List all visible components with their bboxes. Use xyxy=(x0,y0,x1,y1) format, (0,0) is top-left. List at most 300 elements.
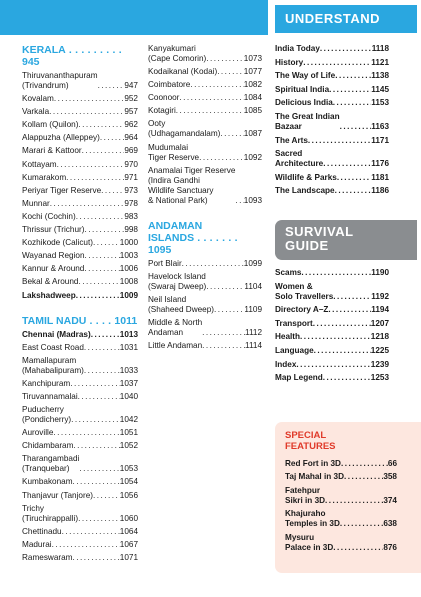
toc-entry-page: 1060 xyxy=(119,513,138,523)
toc-entry-page: 1093 xyxy=(243,195,262,205)
dot-leader xyxy=(323,373,371,383)
dot-leader xyxy=(66,173,124,183)
andaman-heading[interactable]: ANDAMAN ISLANDS . . . . . . . 1095 xyxy=(148,220,262,256)
toc-entry-title: Chettinadu xyxy=(22,526,62,536)
toc-entry[interactable] xyxy=(22,504,138,524)
special-features-box xyxy=(275,422,421,573)
toc-entry-title: Kumarakom xyxy=(22,172,67,182)
dot-leader xyxy=(49,107,124,117)
toc-entry[interactable] xyxy=(22,186,138,196)
toc-entry[interactable] xyxy=(275,360,389,370)
toc-entry-title: Marari & Kattoor xyxy=(22,146,82,156)
dot-leader xyxy=(314,346,371,356)
dot-leader xyxy=(301,268,371,278)
toc-entry-title: Kovalam xyxy=(22,94,54,104)
dot-leader xyxy=(235,196,243,206)
dot-leader xyxy=(84,366,120,376)
dot-leader xyxy=(182,259,244,269)
toc-entry-title: The Way of Life xyxy=(275,71,336,81)
toc-entry[interactable] xyxy=(148,67,262,77)
toc-entry[interactable] xyxy=(275,85,389,95)
toc-entry[interactable] xyxy=(275,112,389,132)
toc-entry-page: 1153 xyxy=(371,98,389,108)
dot-leader xyxy=(202,341,245,351)
dot-leader xyxy=(340,122,372,132)
toc-entry-page: 358 xyxy=(383,472,397,482)
toc-entry-page: 947 xyxy=(124,81,138,90)
toc-entry-page: 998 xyxy=(124,225,138,235)
toc-entry[interactable] xyxy=(22,146,138,156)
toc-entry-title: Mysuru Palace in 3D xyxy=(285,532,334,552)
dot-leader xyxy=(62,527,120,537)
toc-entry[interactable] xyxy=(22,264,138,274)
toc-entry-title: East Coast Road xyxy=(22,342,84,352)
toc-entry-title: Kumbakonam xyxy=(22,477,73,487)
toc-entry-title: Trichy (Tiruchirappalli) xyxy=(22,503,79,523)
dot-leader xyxy=(323,159,371,169)
toc-entry[interactable] xyxy=(285,486,397,506)
toc-entry-page: 1040 xyxy=(119,391,138,401)
toc-entry[interactable] xyxy=(285,533,397,553)
toc-entry[interactable] xyxy=(148,80,262,90)
kerala-heading[interactable]: KERALA . . . . . . . . . 945 xyxy=(22,44,122,68)
dot-leader xyxy=(52,540,120,550)
toc-entry-page: 952 xyxy=(124,94,138,104)
dot-leader xyxy=(76,212,125,222)
toc-entry-title: Madurai xyxy=(22,539,52,549)
toc-entry-page: 970 xyxy=(124,159,138,169)
toc-entry[interactable] xyxy=(148,106,262,116)
toc-entry-title: The Arts xyxy=(275,135,308,145)
toc-entry[interactable] xyxy=(22,225,138,235)
toc-entry[interactable] xyxy=(22,94,138,104)
toc-entry-page: 1145 xyxy=(371,84,389,94)
andaman-heading-page: 1095 xyxy=(148,243,172,256)
dot-leader xyxy=(73,441,119,451)
tamil-nadu-continued-list xyxy=(148,44,262,206)
dot-leader xyxy=(53,428,119,438)
dot-leader xyxy=(101,186,124,196)
toc-entry-page: 1207 xyxy=(370,318,389,328)
tamil-nadu-heading-page: 1011 xyxy=(114,314,138,327)
toc-entry-title: Puducherry (Pondicherry) xyxy=(22,405,72,425)
toc-entry-title: Women & Solo Travellers xyxy=(275,281,334,301)
dot-leader xyxy=(176,106,244,116)
toc-entry-page: 1092 xyxy=(243,152,262,162)
column-middle xyxy=(148,44,262,354)
toc-entry-page: 1225 xyxy=(370,345,389,355)
dot-leader xyxy=(190,80,243,90)
column-left xyxy=(22,44,138,566)
toc-entry-page: 1031 xyxy=(119,342,138,352)
special-features-title: SPECIAL FEATURES xyxy=(285,430,336,452)
toc-entry-title: Lakshadweep xyxy=(22,290,76,300)
toc-entry[interactable] xyxy=(22,491,138,501)
toc-entry-page: 1013 xyxy=(119,329,138,339)
toc-entry-title: Bekal & Around xyxy=(22,277,79,287)
survival-tab-line2: GUIDE xyxy=(285,238,329,253)
toc-entry-title: Spiritual India xyxy=(275,84,330,94)
toc-entry-page: 1051 xyxy=(119,428,138,438)
toc-entry-title: The Great Indian Bazaar xyxy=(275,111,340,131)
dot-leader xyxy=(91,330,120,340)
toc-entry[interactable] xyxy=(148,166,262,206)
toc-entry-title: Chennai (Madras) xyxy=(22,329,91,339)
understand-tab xyxy=(275,5,417,33)
dot-leader xyxy=(335,71,371,81)
understand-column xyxy=(275,44,389,200)
understand-tab-label: UNDERSTAND xyxy=(285,11,381,26)
toc-entry-title: Anamalai Tiger Reserve (Indira Gandhi Wildlife Sanctuary & National Park) xyxy=(148,165,236,205)
toc-entry[interactable] xyxy=(275,71,389,81)
dot-leader xyxy=(93,238,120,248)
toc-entry-page: 1064 xyxy=(119,526,138,536)
dot-leader xyxy=(206,54,244,64)
toc-entry[interactable] xyxy=(275,332,389,342)
toc-entry-page: 1085 xyxy=(243,106,262,116)
toc-entry-page: 638 xyxy=(383,519,397,529)
toc-entry-title: Varkala xyxy=(22,107,50,117)
toc-entry-page: 1109 xyxy=(244,304,262,314)
toc-entry-title: Mamallapuram (Mahabalipuram) xyxy=(22,355,84,375)
dot-leader xyxy=(308,136,371,146)
toc-entry-page: 1054 xyxy=(119,477,138,487)
toc-entry-title: Kottayam xyxy=(22,159,57,169)
toc-entry-title: Directory A–Z xyxy=(275,305,329,315)
toc-entry-title: Periyar Tiger Reserve xyxy=(22,185,102,195)
special-features-list xyxy=(285,459,421,553)
toc-entry-page: 1190 xyxy=(371,268,389,277)
toc-entry-page: 1121 xyxy=(371,57,389,67)
dot-leader xyxy=(325,496,383,506)
toc-entry-page: 971 xyxy=(124,172,138,182)
toc-entry-title: Kollam (Quilon) xyxy=(22,120,79,130)
toc-entry[interactable] xyxy=(275,282,389,302)
toc-entry-page: 1186 xyxy=(371,186,389,196)
dot-leader xyxy=(340,519,383,529)
dot-leader xyxy=(333,543,383,553)
toc-entry-title: Khajuraho Temples in 3D xyxy=(285,509,340,529)
toc-entry[interactable] xyxy=(275,58,389,68)
dot-leader xyxy=(85,251,120,261)
toc-entry[interactable] xyxy=(275,268,389,278)
toc-entry-page: 1099 xyxy=(243,258,262,268)
tamil-nadu-heading-label: TAMIL NADU xyxy=(22,314,87,327)
toc-entry-page: 1112 xyxy=(245,328,262,338)
toc-entry-page: 1138 xyxy=(371,71,389,81)
toc-entry-page: 964 xyxy=(124,133,138,143)
toc-entry-page: 1009 xyxy=(119,290,138,300)
dot-leader xyxy=(54,94,124,104)
toc-entry[interactable] xyxy=(22,133,138,143)
dot-leader xyxy=(57,160,125,170)
toc-entry[interactable] xyxy=(275,373,389,383)
toc-entry-title: Map Legend xyxy=(275,373,323,383)
dot-leader xyxy=(329,85,371,95)
toc-entry-page: 973 xyxy=(124,185,138,195)
toc-entry[interactable] xyxy=(22,441,138,451)
dot-leader xyxy=(73,553,120,563)
toc-entry[interactable] xyxy=(22,120,138,130)
toc-entry[interactable] xyxy=(22,71,138,91)
dot-leader xyxy=(214,305,244,315)
toc-entry-title: Sacred Architecture xyxy=(275,149,324,169)
toc-entry-page: 1082 xyxy=(243,80,262,90)
toc-entry-page: 969 xyxy=(124,146,138,156)
toc-entry-title: Chidambaram xyxy=(22,441,74,451)
dot-leader xyxy=(303,58,371,68)
toc-entry-title: Kanyakumari (Cape Comorin) xyxy=(148,44,207,63)
toc-entry-page: 66 xyxy=(387,459,397,468)
toc-entry[interactable] xyxy=(22,553,138,563)
andaman-heading-line1: ANDAMAN xyxy=(148,219,203,232)
andaman-heading-line2: ISLANDS xyxy=(148,231,195,244)
toc-entry-title: Wayanad Region xyxy=(22,251,85,261)
toc-entry[interactable] xyxy=(275,149,389,169)
toc-entry-page: 1071 xyxy=(119,552,138,562)
toc-entry-title: History xyxy=(275,57,304,67)
toc-entry-page: 1118 xyxy=(371,44,389,53)
dot-leader xyxy=(341,459,388,469)
andaman-list xyxy=(148,259,262,351)
toc-entry[interactable] xyxy=(22,212,138,222)
toc-entry[interactable] xyxy=(148,295,262,315)
toc-entry-page: 1033 xyxy=(119,365,138,375)
toc-entry-title: Kodaikanal (Kodai) xyxy=(148,67,218,77)
toc-entry[interactable] xyxy=(275,319,389,329)
toc-entry[interactable] xyxy=(22,199,138,209)
toc-entry[interactable] xyxy=(22,330,138,340)
dot-leader xyxy=(337,173,371,183)
toc-entry-page: 1239 xyxy=(370,359,389,369)
dot-leader xyxy=(320,44,372,54)
tamil-nadu-heading[interactable]: TAMIL NADU . . . . 1011 xyxy=(22,314,138,327)
dot-leader xyxy=(78,277,119,287)
toc-entry[interactable] xyxy=(285,509,397,529)
toc-entry-title: Tharangambadi (Tranquebar) xyxy=(22,454,80,474)
toc-entry-title: Transport xyxy=(275,318,313,328)
toc-entry[interactable] xyxy=(285,459,397,469)
dot-leader xyxy=(333,98,371,108)
dot-leader xyxy=(98,81,125,91)
survival-tab-line1: SURVIVAL xyxy=(285,224,354,239)
top-accent-strip xyxy=(0,0,268,35)
toc-entry-page: 1171 xyxy=(371,135,389,145)
toc-entry-page: 1114 xyxy=(245,341,262,351)
survival-column xyxy=(275,268,389,387)
toc-entry-title: Thrissur (Trichur) xyxy=(22,225,85,235)
dot-leader xyxy=(220,129,243,139)
toc-entry-page: 1176 xyxy=(371,159,389,169)
dot-leader xyxy=(78,120,124,130)
toc-entry-page: 374 xyxy=(383,495,397,505)
dot-leader xyxy=(78,392,120,402)
toc-entry-title: Kotagiri xyxy=(148,106,176,116)
toc-entry-title: Kanchipuram xyxy=(22,378,71,388)
dot-leader xyxy=(328,305,371,315)
toc-entry-page: 1037 xyxy=(119,378,138,388)
toc-entry[interactable] xyxy=(22,251,138,261)
dot-leader xyxy=(50,199,125,209)
toc-entry-page: 978 xyxy=(124,198,138,208)
dot-leader xyxy=(202,328,245,338)
toc-entry-title: Taj Mahal in 3D xyxy=(285,472,344,482)
dot-leader xyxy=(217,67,244,77)
toc-entry[interactable] xyxy=(285,472,397,482)
toc-entry-page: 957 xyxy=(124,107,138,117)
toc-entry-page: 1181 xyxy=(371,172,389,182)
toc-entry-page: 1087 xyxy=(243,129,262,139)
toc-entry-title: Index xyxy=(275,359,297,369)
toc-entry-page: 1042 xyxy=(119,415,138,425)
dot-leader xyxy=(84,264,119,274)
toc-entry-page: 1052 xyxy=(119,441,138,451)
dot-leader xyxy=(84,343,120,353)
dot-leader xyxy=(76,291,120,301)
toc-entry-page: 1053 xyxy=(119,464,138,474)
toc-entry[interactable] xyxy=(22,428,138,438)
kerala-heading-page: 945 xyxy=(22,56,40,68)
toc-entry-title: Coonoor xyxy=(148,93,180,103)
toc-entry-page: 1084 xyxy=(243,93,262,103)
toc-entry[interactable] xyxy=(22,405,138,425)
toc-entry-page: 1163 xyxy=(371,121,389,131)
toc-entry-page: 1104 xyxy=(244,281,262,291)
toc-entry[interactable] xyxy=(22,356,138,376)
toc-entry[interactable] xyxy=(275,186,389,196)
toc-entry-page: 1067 xyxy=(119,539,138,549)
toc-entry-page: 1194 xyxy=(371,305,389,315)
toc-entry-title: India Today xyxy=(275,44,320,53)
dot-leader xyxy=(73,477,120,487)
toc-entry[interactable] xyxy=(22,343,138,353)
toc-entry[interactable] xyxy=(22,160,138,170)
understand-list xyxy=(275,44,389,196)
toc-entry[interactable] xyxy=(275,98,389,108)
toc-entry-title: Coimbatore xyxy=(148,80,191,90)
kerala-list xyxy=(22,71,138,301)
dot-leader xyxy=(84,225,124,235)
toc-entry-title: Fatehpur Sikri in 3D xyxy=(285,485,326,505)
toc-entry-page: 1000 xyxy=(119,238,138,248)
toc-entry[interactable] xyxy=(148,341,262,351)
toc-entry[interactable] xyxy=(275,136,389,146)
toc-entry[interactable] xyxy=(22,392,138,402)
toc-entry-title: Thanjavur (Tanjore) xyxy=(22,490,93,500)
dot-leader xyxy=(300,332,371,342)
toc-entry[interactable] xyxy=(22,454,138,474)
dot-leader xyxy=(79,464,119,474)
toc-entry-title: Health xyxy=(275,332,301,342)
toc-entry[interactable] xyxy=(275,173,389,183)
toc-entry-title: Alappuzha (Alleppey) xyxy=(22,133,100,143)
dot-leader xyxy=(206,282,244,292)
toc-entry-title: Thiruvananthapuram (Trivandrum) xyxy=(22,71,98,90)
dot-leader xyxy=(78,514,120,524)
toc-entry-title: Neil Island (Shaheed Dweep) xyxy=(148,294,214,314)
survival-list xyxy=(275,268,389,383)
toc-entry[interactable] xyxy=(22,107,138,117)
toc-entry[interactable] xyxy=(275,346,389,356)
toc-entry[interactable] xyxy=(22,173,138,183)
toc-entry[interactable] xyxy=(22,540,138,550)
dot-leader xyxy=(82,146,125,156)
toc-entry[interactable] xyxy=(148,272,262,292)
toc-entry[interactable] xyxy=(148,143,262,163)
toc-entry-title: Port Blair xyxy=(148,258,182,268)
toc-entry[interactable] xyxy=(22,527,138,537)
toc-entry-title: Kochi (Cochin) xyxy=(22,211,76,221)
toc-entry[interactable] xyxy=(22,238,138,248)
toc-entry-title: Kannur & Around xyxy=(22,264,85,274)
toc-entry-title: Mudumalai Tiger Reserve xyxy=(148,142,200,162)
toc-entry-page: 1006 xyxy=(119,264,138,274)
toc-entry[interactable] xyxy=(275,305,389,315)
toc-entry-page: 983 xyxy=(124,211,138,221)
toc-entry-title: Red Fort in 3D xyxy=(285,459,341,468)
toc-entry[interactable] xyxy=(148,119,262,139)
survival-guide-tab xyxy=(275,220,417,260)
toc-entry[interactable] xyxy=(148,93,262,103)
dot-leader xyxy=(93,491,120,501)
dot-leader xyxy=(179,93,243,103)
toc-entry-title: Ooty (Udhagamandalam) xyxy=(148,119,221,139)
toc-entry-title: The Landscape xyxy=(275,186,335,196)
dot-leader xyxy=(100,133,124,143)
toc-entry[interactable] xyxy=(22,291,138,301)
dot-leader xyxy=(296,360,370,370)
dot-leader xyxy=(335,186,372,196)
toc-entry[interactable] xyxy=(148,44,262,64)
toc-entry-title: Rameswaram xyxy=(22,552,73,562)
toc-entry-page: 962 xyxy=(124,120,138,130)
toc-entry-title: Delicious India xyxy=(275,98,333,108)
toc-entry-page: 1218 xyxy=(370,332,389,342)
toc-entry-title: Auroville xyxy=(22,428,54,438)
toc-entry-title: Tiruvannamalai xyxy=(22,391,78,401)
kerala-heading-label: KERALA xyxy=(22,44,66,56)
toc-entry-title: Language xyxy=(275,345,314,355)
toc-entry-title: Wildlife & Parks xyxy=(275,172,337,182)
tamil-nadu-list xyxy=(22,330,138,563)
toc-entry-title: Middle & North Andaman xyxy=(148,318,203,338)
toc-entry-page: 1003 xyxy=(119,251,138,261)
toc-entry-page: 1073 xyxy=(243,54,262,63)
toc-entry-page: 1253 xyxy=(370,373,389,383)
toc-entry-title: Little Andaman xyxy=(148,341,203,351)
toc-entry[interactable] xyxy=(148,318,262,338)
toc-entry[interactable] xyxy=(148,259,262,269)
toc-entry[interactable] xyxy=(22,477,138,487)
toc-entry[interactable] xyxy=(275,44,389,54)
toc-entry-page: 1192 xyxy=(371,291,389,301)
toc-entry-page: 1008 xyxy=(119,277,138,287)
dot-leader xyxy=(71,415,120,425)
dot-leader xyxy=(313,319,371,329)
toc-entry-page: 1056 xyxy=(119,490,138,500)
toc-entry-title: Kozhikode (Calicut) xyxy=(22,238,93,248)
toc-entry-page: 876 xyxy=(383,542,397,552)
toc-entry-page: 1077 xyxy=(243,67,262,77)
dot-leader xyxy=(199,153,244,163)
dot-leader xyxy=(333,292,371,302)
dot-leader xyxy=(344,472,383,482)
toc-entry[interactable] xyxy=(22,379,138,389)
dot-leader xyxy=(70,379,120,389)
toc-entry-title: Scams xyxy=(275,268,302,277)
toc-entry[interactable] xyxy=(22,277,138,287)
toc-entry-title: Munnar xyxy=(22,198,50,208)
